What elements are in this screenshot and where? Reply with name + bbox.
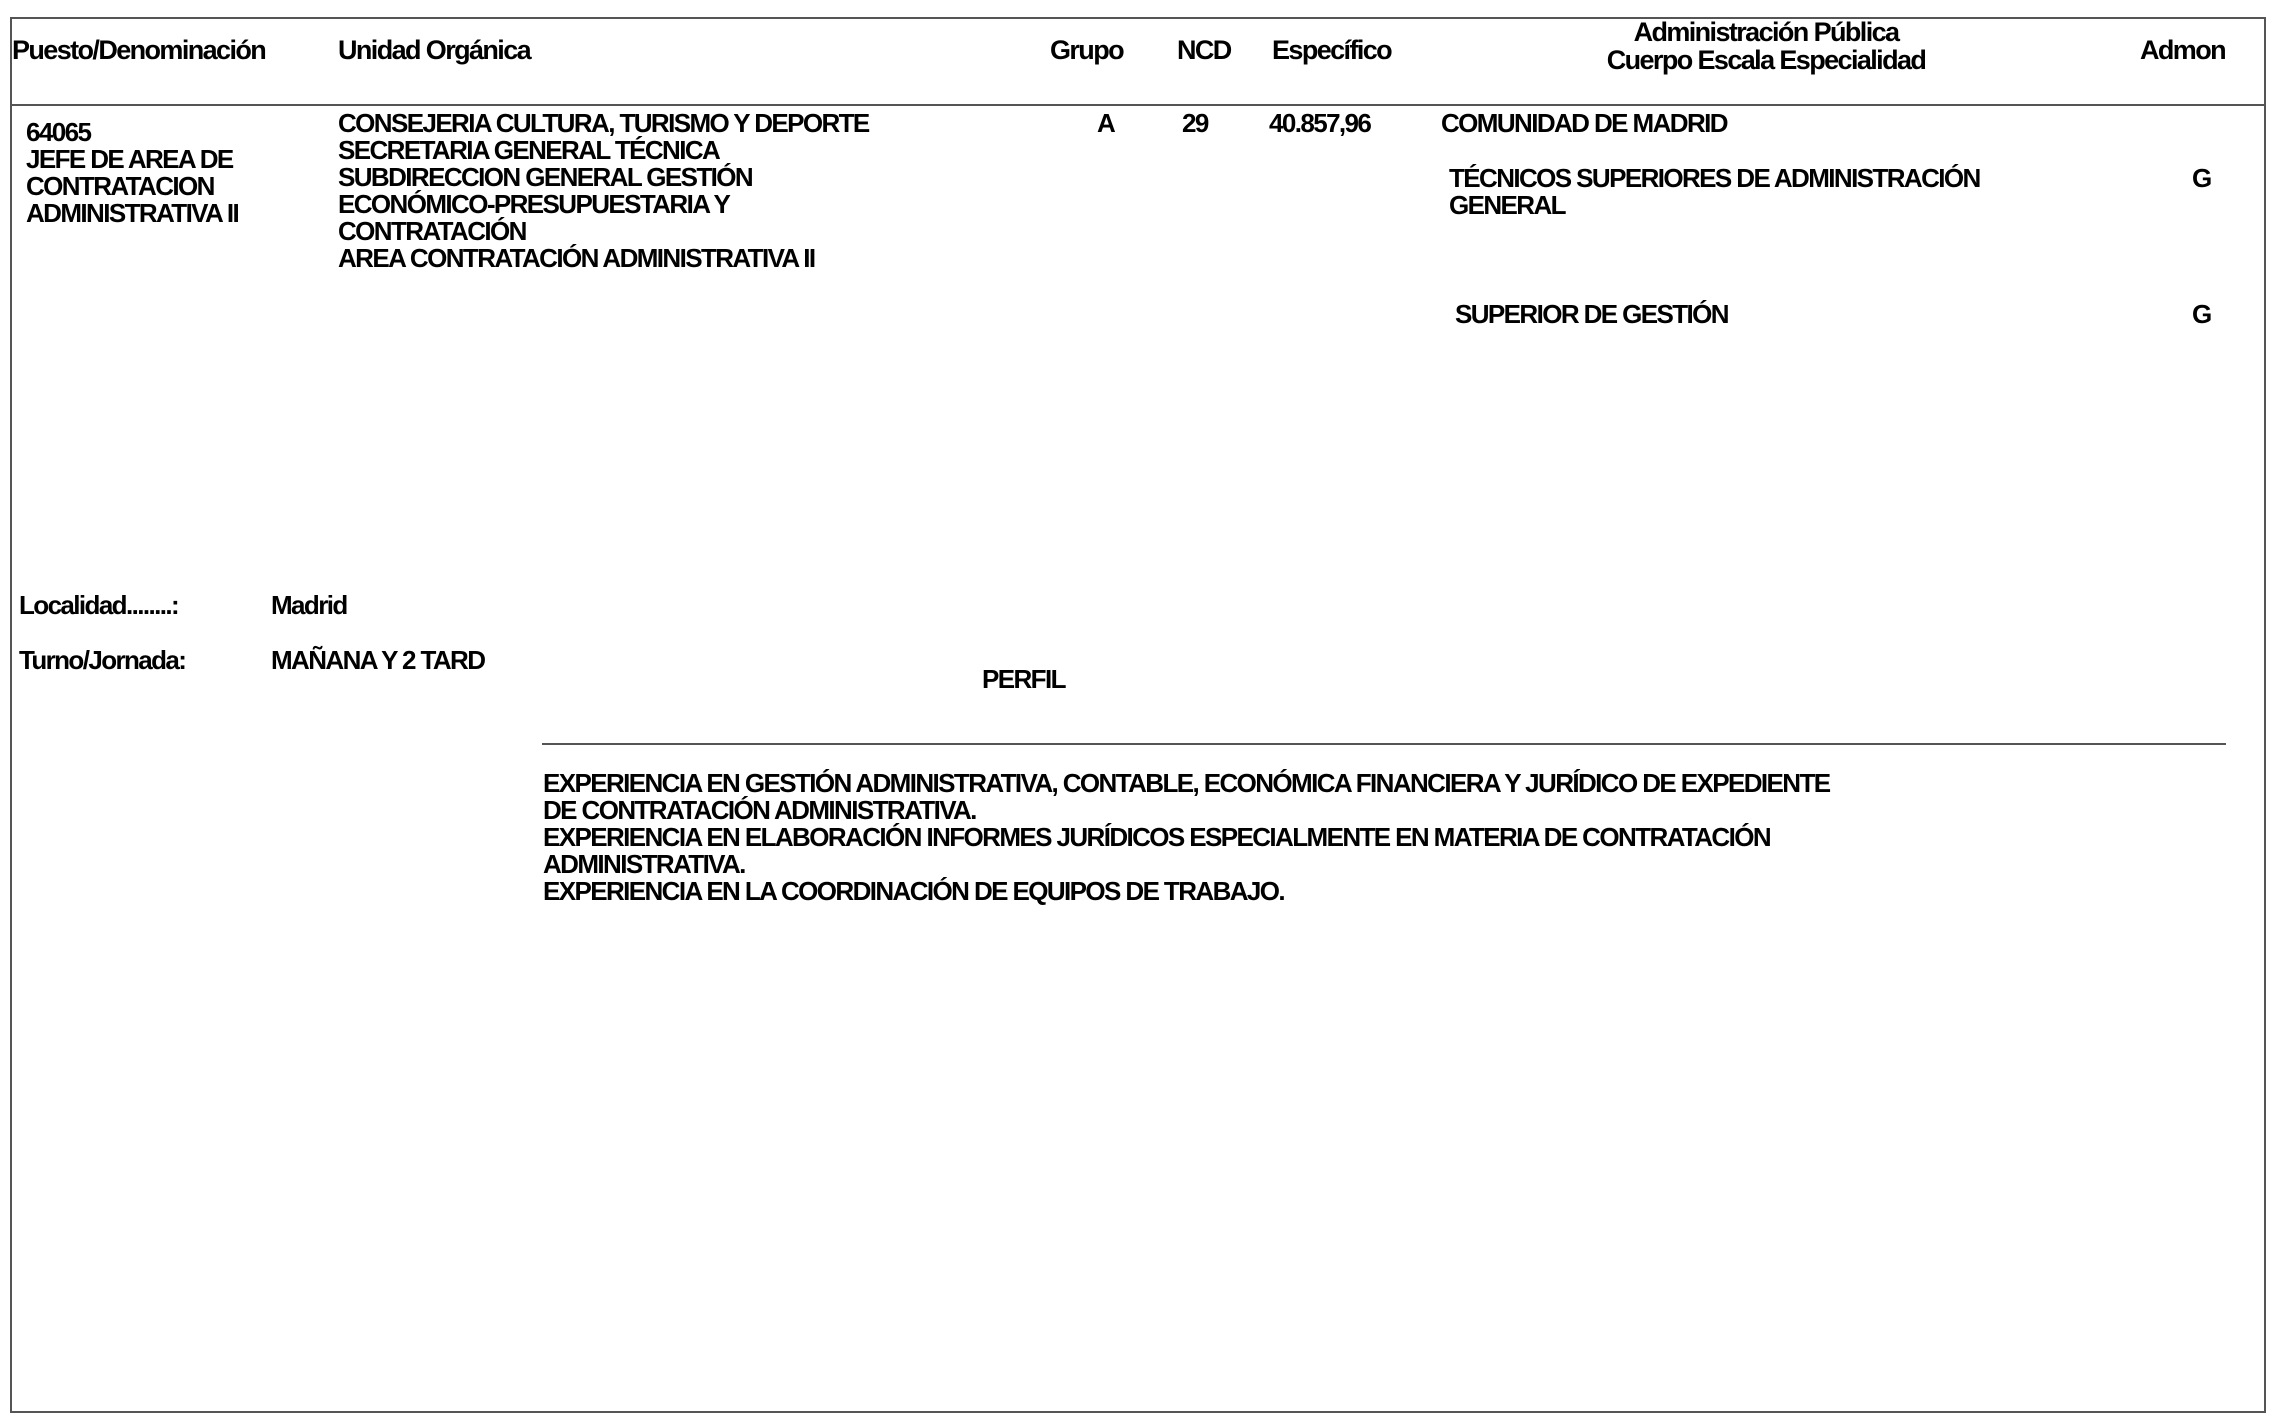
cuerpo-nombre-line: GENERAL <box>1449 190 1565 220</box>
unidad-organica-cell <box>338 110 869 272</box>
grupo-value: A <box>1097 108 1115 138</box>
cuerpo-admon-value: G <box>2192 163 2211 193</box>
header-cuerpo-escala-especialidad: Cuerpo Escala Especialidad <box>1606 45 1926 75</box>
header-especifico: Específico <box>1272 35 1392 65</box>
puesto-denominacion-line: CONTRATACION <box>26 171 214 201</box>
cuerpo-admon-value: G <box>2192 299 2211 329</box>
ncd-value: 29 <box>1182 108 1208 138</box>
header-divider <box>10 104 2266 106</box>
unidad-organica-line: CONTRATACIÓN <box>338 216 526 246</box>
cuerpo-item <box>1449 165 1980 219</box>
unidad-organica-line: SECRETARIA GENERAL TÉCNICA <box>338 135 720 165</box>
perfil-line: EXPERIENCIA EN GESTIÓN ADMINISTRATIVA, CONTABLE, ECONÓMICA FINANCIERA Y JURÍDICO DE EXPEDIENTE <box>543 768 1830 798</box>
header-ncd: NCD <box>1177 35 1231 65</box>
localidad-label: Localidad........: <box>19 590 179 620</box>
header-unidad-organica: Unidad Orgánica <box>338 35 531 65</box>
perfil-title: PERFIL <box>982 664 1065 694</box>
puesto-cell <box>26 119 238 227</box>
unidad-organica-line: SUBDIRECCION GENERAL GESTIÓN <box>338 162 753 192</box>
especifico-value: 40.857,96 <box>1269 108 1371 138</box>
puesto-denominacion-line: JEFE DE AREA DE <box>26 144 233 174</box>
perfil-line: DE CONTRATACIÓN ADMINISTRATIVA. <box>543 795 976 825</box>
turno-value: MAÑANA Y 2 TARD <box>271 645 485 675</box>
perfil-text <box>543 770 1829 905</box>
header-grupo: Grupo <box>1050 35 1123 65</box>
unidad-organica-line: ECONÓMICO-PRESUPUESTARIA Y <box>338 189 730 219</box>
cuerpo-item: SUPERIOR DE GESTIÓN <box>1455 299 1728 329</box>
unidad-organica-line: AREA CONTRATACIÓN ADMINISTRATIVA II <box>338 243 815 273</box>
puesto-denominacion-line: ADMINISTRATIVA II <box>26 198 239 228</box>
localidad-value: Madrid <box>271 590 347 620</box>
perfil-divider <box>542 743 2226 745</box>
header-administracion-publica: Administración Pública <box>1633 17 1899 47</box>
unidad-organica-line: CONSEJERIA CULTURA, TURISMO Y DEPORTE <box>338 108 869 138</box>
perfil-line: EXPERIENCIA EN LA COORDINACIÓN DE EQUIPOS DE TRABAJO. <box>543 876 1285 906</box>
turno-label: Turno/Jornada: <box>19 645 186 675</box>
cuerpo-nombre-line: TÉCNICOS SUPERIORES DE ADMINISTRACIÓN <box>1449 163 1980 193</box>
header-puesto-denominacion: Puesto/Denominación <box>12 35 266 65</box>
puesto-codigo: 64065 <box>26 117 91 147</box>
administracion-value: COMUNIDAD DE MADRID <box>1441 108 1727 138</box>
perfil-line: ADMINISTRATIVA. <box>543 849 745 879</box>
header-admon: Admon <box>2140 35 2225 65</box>
perfil-line: EXPERIENCIA EN ELABORACIÓN INFORMES JURÍDICOS ESPECIALMENTE EN MATERIA DE CONTRATACIÓN <box>543 822 1770 852</box>
